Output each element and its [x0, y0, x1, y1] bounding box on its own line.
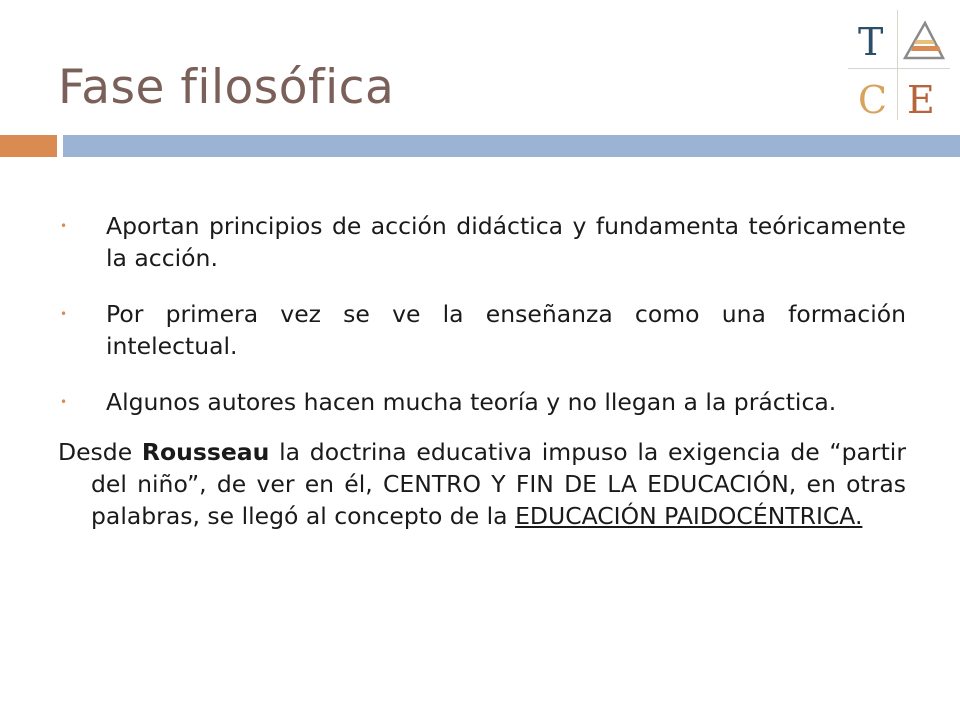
bullet-text: Por primera vez se ve la enseñanza como una formación intelectual.	[106, 300, 906, 360]
bullet-item	[58, 386, 906, 418]
bullet-icon: •	[60, 219, 68, 233]
tce-logo	[846, 6, 952, 122]
accent-bar-blue	[63, 135, 960, 157]
bullet-icon: •	[60, 395, 68, 409]
slide-content	[58, 210, 906, 532]
paragraph-lead: Desde	[58, 438, 142, 466]
logo-letter-e: E	[907, 78, 935, 122]
rousseau-paragraph	[58, 436, 906, 532]
logo-letter-c: C	[858, 78, 888, 122]
bullet-icon: •	[60, 307, 68, 321]
bullet-item	[58, 298, 906, 362]
slide-title: Fase filosófica	[58, 60, 395, 115]
logo-divider-vertical	[897, 10, 898, 120]
logo-letter-t: T	[858, 20, 884, 64]
accent-bar-orange	[0, 135, 57, 157]
bullet-text: Aportan principios de acción didáctica y fundamenta teóricamente la acción.	[106, 212, 906, 272]
paragraph-underlined-term: EDUCACIÓN PAIDOCÉNTRICA.	[515, 502, 863, 530]
triangle-icon	[903, 20, 945, 60]
logo-divider-horizontal	[848, 68, 950, 69]
paragraph-bold-name: Rousseau	[141, 438, 270, 466]
paragraph-body: la doctrina educativa impuso la exigencia de “partir del niño”, de ver en él, CENTRO Y FIN DE LA EDUCACIÓN, en otras palabras, se llegó al concepto de la	[91, 438, 906, 530]
bullet-item	[58, 210, 906, 274]
bullet-text: Algunos autores hacen mucha teoría y no llegan a la práctica.	[106, 388, 837, 416]
